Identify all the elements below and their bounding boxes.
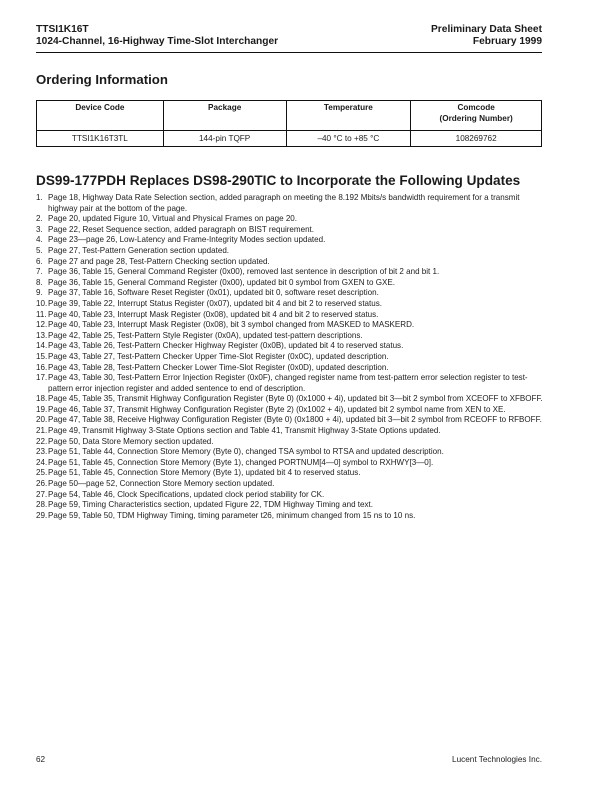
- cell-temperature: –40 °C to +85 °C: [286, 131, 411, 147]
- list-item-text: Page 43, Table 30, Test-Pattern Error Injection Register (0x0F), changed register name from test-pattern error selection register to test-pattern error injection register and added sentence to end of description.: [48, 373, 528, 393]
- list-item-text: Page 27 and page 28, Test-Pattern Checking section updated.: [48, 256, 270, 266]
- table-header-row: [37, 101, 542, 131]
- list-item-number: 18.: [36, 394, 48, 404]
- list-item-text: Page 36, Table 15, General Command Register (0x00), updated bit 0 symbol from GXEN to GXE.: [48, 277, 395, 287]
- list-item-number: 28.: [36, 500, 48, 510]
- list-item-number: 29.: [36, 510, 48, 520]
- list-item-text: Page 51, Table 44, Connection Store Memory (Byte 0), changed TSA symbol to RTSA and updated description.: [48, 447, 444, 457]
- list-item: [36, 225, 546, 236]
- list-item: [36, 320, 546, 331]
- list-item-number: 11.: [36, 309, 47, 319]
- list-item-text: Page 40, Table 23, Interrupt Mask Register (0x08), bit 3 symbol changed from MASKED to MASKERD.: [48, 320, 415, 330]
- list-item: [36, 479, 546, 490]
- document-type: Preliminary Data Sheet: [431, 24, 542, 35]
- ordering-number-label: (Ordering Number): [439, 113, 513, 123]
- list-item-text: Page 54, Table 46, Clock Specifications, updated clock period stability for CK.: [48, 489, 325, 499]
- updates-heading: DS99-177PDH Replaces DS98-290TIC to Incorporate the Following Updates: [36, 173, 521, 188]
- list-item: [36, 405, 546, 416]
- list-item-text: Page 50—page 52, Connection Store Memory section updated.: [48, 479, 275, 489]
- list-item-number: 3.: [36, 224, 43, 234]
- list-item-text: Page 23—page 26, Low-Latency and Frame-Integrity Modes section updated.: [48, 235, 326, 245]
- list-item-text: Page 42, Table 25, Test-Pattern Style Register (0x0A), updated test-pattern descriptions.: [48, 330, 363, 340]
- page-number: 62: [36, 755, 46, 764]
- list-item-text: Page 27, Test-Pattern Generation section updated.: [48, 245, 230, 255]
- list-item: [36, 267, 546, 278]
- list-item-number: 27.: [36, 489, 48, 499]
- cell-package: 144-pin TQFP: [163, 131, 286, 147]
- list-item-number: 23.: [36, 447, 48, 457]
- list-item: [36, 246, 546, 257]
- page-header: [36, 24, 542, 53]
- list-item-number: 21.: [36, 426, 48, 436]
- list-item: [36, 511, 546, 522]
- list-item-number: 17.: [36, 373, 48, 383]
- list-item: [36, 500, 546, 511]
- list-item-number: 5.: [36, 245, 43, 255]
- column-header-comcode: [411, 101, 542, 131]
- list-item: [36, 394, 546, 405]
- list-item-text: Page 18, Highway Data Rate Selection section, added paragraph on meeting the 8.192 Mbits/s bandwidth requirement for a transmit highway pair at the bottom of the page.: [48, 193, 520, 213]
- header-right: [431, 24, 542, 47]
- list-item-text: Page 43, Table 27, Test-Pattern Checker Upper Time-Slot Register (0x0C), updated description.: [48, 351, 389, 361]
- list-item-number: 16.: [36, 362, 48, 372]
- list-item: [36, 490, 546, 501]
- list-item: [36, 235, 546, 246]
- list-item-number: 24.: [36, 457, 48, 467]
- list-item: [36, 437, 546, 448]
- column-header-device-code: Device Code: [37, 101, 164, 131]
- list-item: [36, 299, 546, 310]
- list-item-text: Page 43, Table 26, Test-Pattern Checker Highway Register (0x0B), updated bit 4 to reserved status.: [48, 341, 404, 351]
- list-item-number: 8.: [36, 277, 43, 287]
- ordering-information-heading: Ordering Information: [36, 72, 168, 87]
- list-item-text: Page 37, Table 16, Software Reset Register (0x01), updated bit 0, software reset description.: [48, 288, 379, 298]
- list-item: [36, 331, 546, 342]
- list-item-text: Page 51, Table 45, Connection Store Memory (Byte 1), updated bit 4 to reserved status.: [48, 468, 361, 478]
- company-name: Lucent Technologies Inc.: [452, 755, 542, 764]
- list-item: [36, 447, 546, 458]
- list-item: [36, 468, 546, 479]
- list-item-number: 22.: [36, 436, 48, 446]
- list-item: [36, 426, 546, 437]
- list-item: [36, 352, 546, 363]
- list-item-text: Page 46, Table 37, Transmit Highway Configuration Register (Byte 2) (0x1002 + 4i), updated bit 2 symbol name from XEN to XE.: [48, 404, 506, 414]
- list-item: [36, 193, 546, 214]
- list-item-text: Page 36, Table 15, General Command Register (0x00), removed last sentence in description of bit 2 and bit 1.: [48, 267, 440, 277]
- list-item-number: 9.: [36, 288, 43, 298]
- list-item: [36, 363, 546, 374]
- document-date: February 1999: [472, 35, 542, 47]
- list-item-text: Page 49, Transmit Highway 3-State Options section and Table 41, Transmit Highway 3-State Options updated.: [48, 426, 441, 436]
- list-item-text: Page 51, Table 45, Connection Store Memory (Byte 1), changed PORTNUM[4—0] symbol to RXHWY[3—0].: [48, 457, 434, 467]
- list-item-text: Page 59, Timing Characteristics section, updated Figure 22, TDM Highway Timing and text.: [48, 500, 374, 510]
- column-header-temperature: Temperature: [286, 101, 411, 131]
- list-item-text: Page 39, Table 22, Interrupt Status Register (0x07), updated bit 4 and bit 2 to reserved status.: [48, 298, 383, 308]
- list-item-number: 25.: [36, 468, 48, 478]
- product-code: TTSI1K16T: [36, 24, 89, 35]
- list-item-number: 7.: [36, 267, 43, 277]
- product-name: 1024-Channel, 16-Highway Time-Slot Interchanger: [36, 35, 279, 47]
- cell-comcode: 108269762: [411, 131, 542, 147]
- list-item-number: 26.: [36, 479, 48, 489]
- list-item: [36, 278, 546, 289]
- list-item-text: Page 40, Table 23, Interrupt Mask Register (0x08), updated bit 4 and bit 2 to reserved status.: [48, 309, 379, 319]
- list-item: [36, 310, 546, 321]
- list-item-number: 12.: [36, 320, 48, 330]
- list-item-number: 15.: [36, 351, 48, 361]
- list-item: [36, 257, 546, 268]
- list-item-text: Page 50, Data Store Memory section updated.: [48, 436, 214, 446]
- list-item: [36, 214, 546, 225]
- list-item: [36, 373, 546, 394]
- updates-list: [36, 193, 546, 521]
- list-item: [36, 341, 546, 352]
- list-item-text: Page 20, updated Figure 10, Virtual and Physical Frames on page 20.: [48, 214, 298, 224]
- cell-device-code: TTSI1K16T3TL: [37, 131, 164, 147]
- column-header-package: Package: [163, 101, 286, 131]
- list-item-number: 13.: [36, 330, 48, 340]
- list-item-number: 1.: [36, 193, 43, 202]
- list-item-number: 19.: [36, 404, 48, 414]
- list-item-number: 6.: [36, 256, 43, 266]
- list-item-text: Page 59, Table 50, TDM Highway Timing, timing parameter t26, minimum changed from 15 ns to 10 ns.: [48, 510, 416, 520]
- list-item-number: 10.: [36, 298, 48, 308]
- list-item-text: Page 47, Table 38, Receive Highway Configuration Register (Byte 0) (0x1800 + 4i), updated bit 3—bit 2 symbol from RCEOFF to RFBOFF.: [48, 415, 542, 425]
- list-item-number: 14.: [36, 341, 48, 351]
- list-item-number: 20.: [36, 415, 48, 425]
- list-item-number: 2.: [36, 214, 43, 224]
- table-row: [37, 131, 542, 147]
- list-item: [36, 288, 546, 299]
- list-item-number: 4.: [36, 235, 43, 245]
- list-item-text: Page 43, Table 28, Test-Pattern Checker Lower Time-Slot Register (0x0D), updated description.: [48, 362, 389, 372]
- list-item-text: Page 22, Reset Sequence section, added paragraph on BIST requirement.: [48, 224, 315, 234]
- comcode-label: Comcode: [457, 103, 495, 112]
- list-item: [36, 415, 546, 426]
- ordering-table: [36, 100, 542, 147]
- list-item: [36, 458, 546, 469]
- list-item-text: Page 45, Table 35, Transmit Highway Configuration Register (Byte 0) (0x1000 + 4i), updated bit 3—bit 2 symbol from XCEOFF to XFBOFF.: [48, 394, 543, 404]
- header-left: [36, 24, 278, 47]
